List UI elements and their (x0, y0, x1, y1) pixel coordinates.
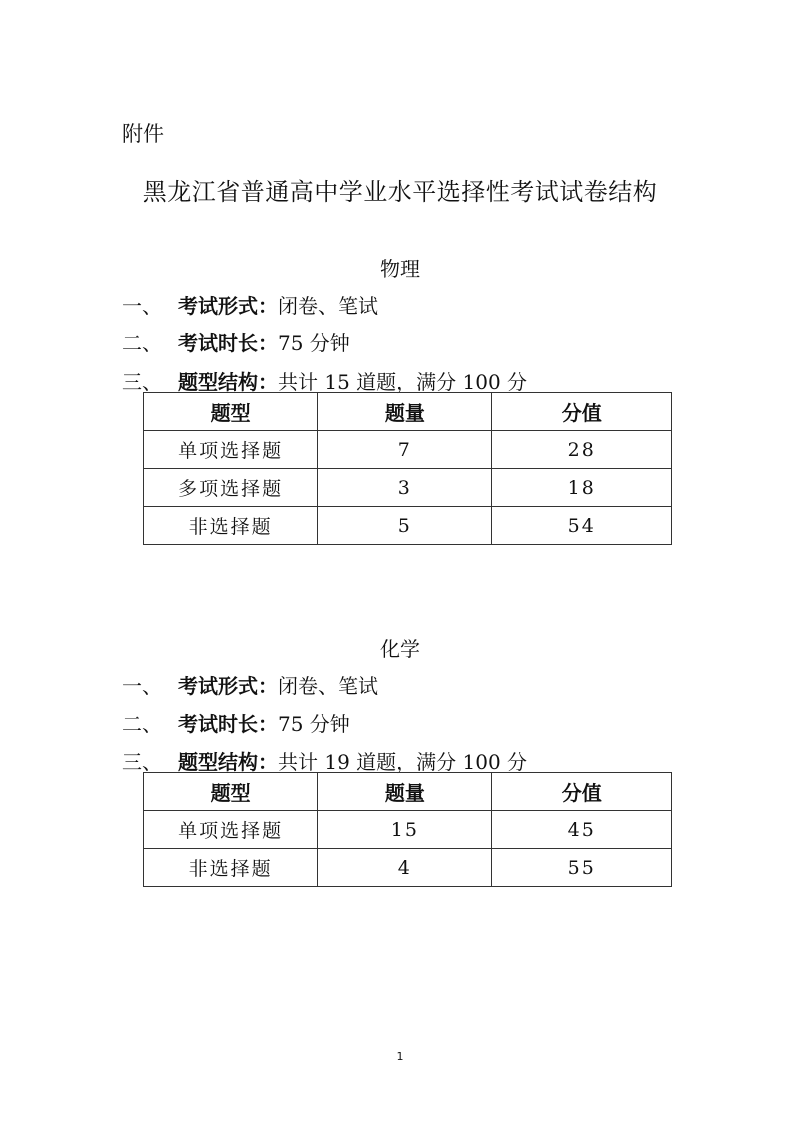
header-cell-score: 分值 (492, 393, 672, 431)
header-cell-count: 题量 (318, 393, 492, 431)
table-row (144, 811, 672, 849)
cell-type: 非选择题 (144, 507, 318, 545)
cell-count: 5 (318, 507, 492, 545)
cell-score: 28 (492, 431, 672, 469)
cell-count: 3 (318, 469, 492, 507)
cell-type: 多项选择题 (144, 469, 318, 507)
subject-heading-chemistry: 化学 (380, 637, 420, 661)
item-label: 题型结构： (178, 750, 278, 774)
item-value: 闭卷、笔试 (278, 294, 378, 318)
cell-count: 4 (318, 849, 492, 887)
table-row (144, 431, 672, 469)
cell-count: 7 (318, 431, 492, 469)
physics-structure-table (143, 392, 672, 545)
cell-score: 18 (492, 469, 672, 507)
table-row (144, 849, 672, 887)
item-number: 三、 (122, 750, 162, 774)
item-number: 一、 (122, 294, 162, 318)
item-number: 一、 (122, 674, 162, 698)
item-label: 考试形式： (178, 674, 278, 698)
item-label: 题型结构： (178, 370, 278, 394)
subject-heading-physics: 物理 (380, 257, 420, 281)
cell-count: 15 (318, 811, 492, 849)
cell-score: 55 (492, 849, 672, 887)
item-label: 考试时长： (178, 331, 278, 355)
cell-type: 单项选择题 (144, 431, 318, 469)
chemistry-item-format (122, 670, 378, 699)
item-value: 闭卷、笔试 (278, 674, 378, 698)
item-value: 共计 15 道题，满分 100 分 (278, 370, 528, 394)
cell-type: 非选择题 (144, 849, 318, 887)
chemistry-item-duration (122, 708, 350, 737)
cell-score: 45 (492, 811, 672, 849)
table-row (144, 469, 672, 507)
item-label: 考试时长： (178, 712, 278, 736)
cell-type: 单项选择题 (144, 811, 318, 849)
chemistry-item-structure (122, 746, 527, 775)
document-title: 黑龙江省普通高中学业水平选择性考试试卷结构 (142, 178, 658, 206)
item-value: 75 分钟 (278, 331, 350, 355)
chemistry-structure-table (143, 772, 672, 887)
item-number: 三、 (122, 370, 162, 394)
page-number: 1 (396, 1050, 404, 1063)
item-label: 考试形式： (178, 294, 278, 318)
table-header-row (144, 393, 672, 431)
cell-score: 54 (492, 507, 672, 545)
physics-item-structure (122, 366, 527, 395)
item-number: 二、 (122, 331, 162, 355)
header-cell-type: 题型 (144, 393, 318, 431)
header-cell-count: 题量 (318, 773, 492, 811)
physics-item-duration (122, 327, 350, 356)
item-value: 共计 19 道题，满分 100 分 (278, 750, 528, 774)
item-number: 二、 (122, 712, 162, 736)
table-header-row (144, 773, 672, 811)
physics-item-format (122, 290, 378, 319)
table-row (144, 507, 672, 545)
item-value: 75 分钟 (278, 712, 350, 736)
attachment-label: 附件 (122, 122, 164, 146)
header-cell-type: 题型 (144, 773, 318, 811)
header-cell-score: 分值 (492, 773, 672, 811)
